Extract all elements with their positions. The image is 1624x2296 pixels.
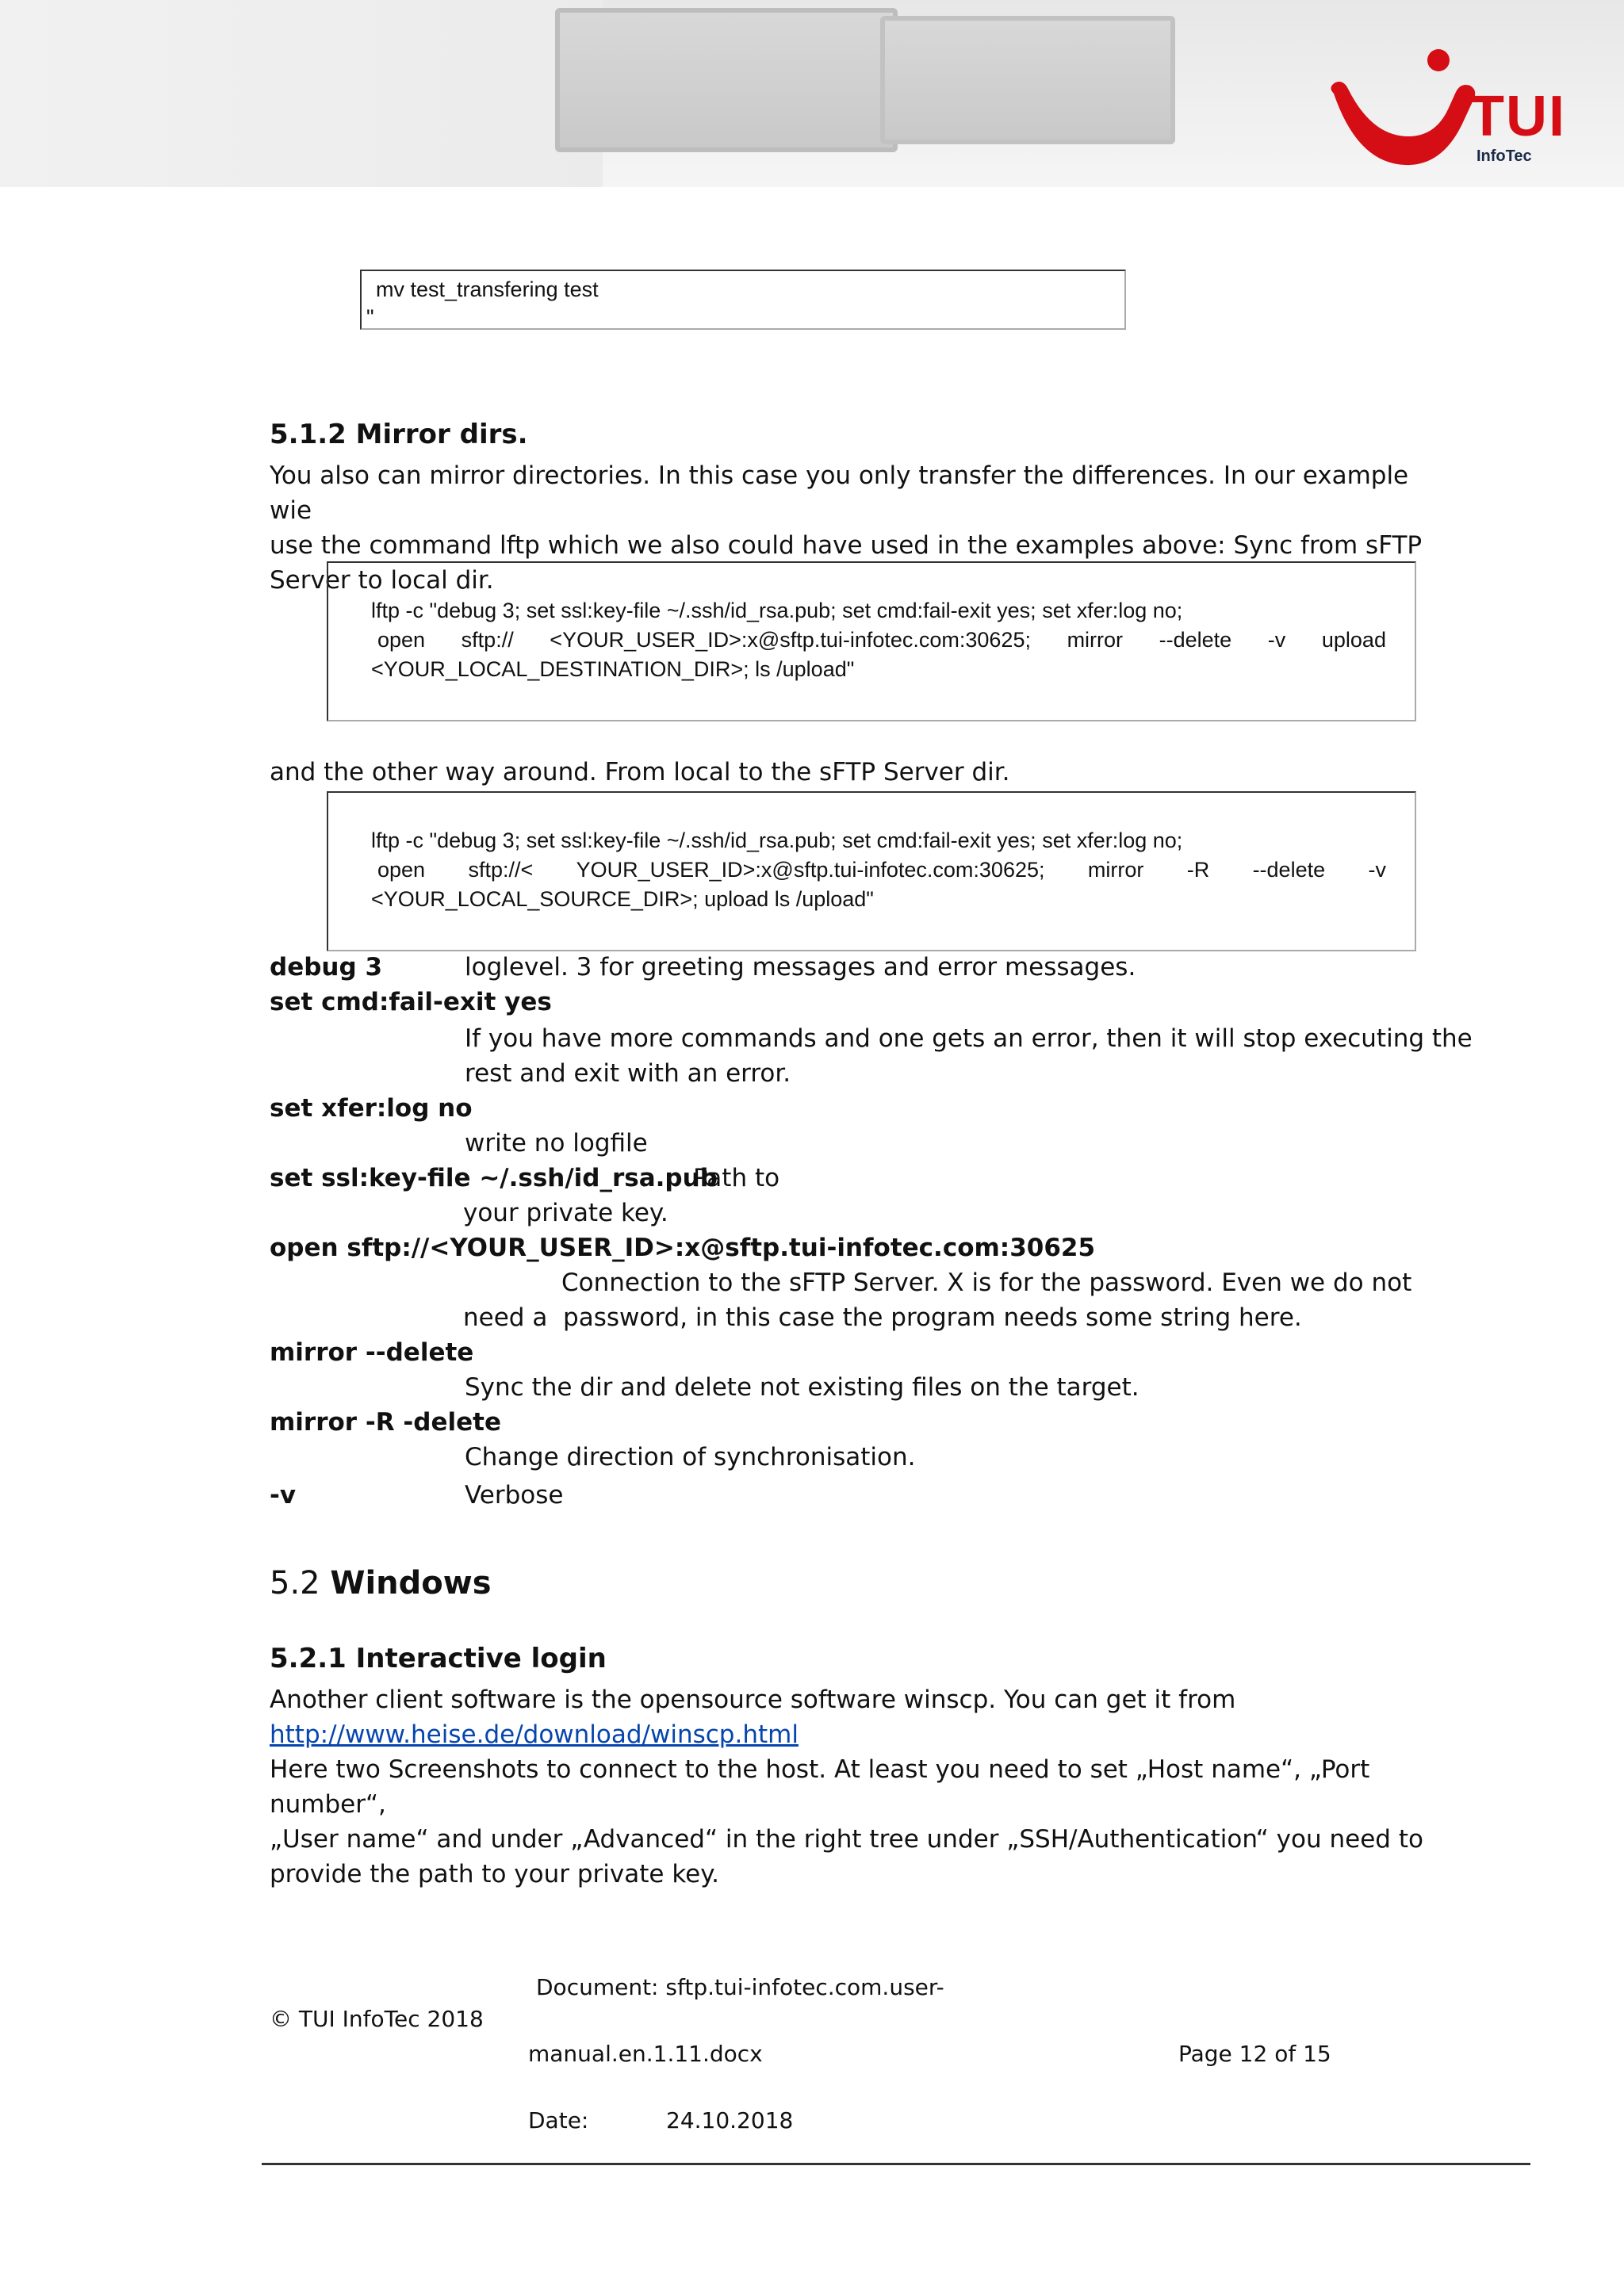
- code-token: sftp://: [461, 628, 514, 652]
- def-desc-debug: loglevel. 3 for greeting messages and error messages.: [465, 953, 1136, 982]
- winscp-paragraph: [270, 1682, 1427, 1892]
- def-term-mirror-delete: mirror --delete: [270, 1338, 474, 1367]
- code-token: open: [377, 858, 426, 882]
- code-line: <YOUR_LOCAL_DESTINATION_DIR>; ls /upload": [371, 657, 855, 681]
- def-desc-open-sftp: Connection to the sFTP Server. X is for the password. Even we do not: [561, 1269, 1412, 1297]
- text-line: Another client software is the opensource software winscp. You can get it from: [270, 1686, 1236, 1714]
- section-heading-interactive-login: 5.2.1 Interactive login: [270, 1643, 607, 1674]
- header-photo-port: [555, 8, 898, 152]
- code-token: <YOUR_USER_ID>:x@sftp.tui-infotec.com:30625;: [550, 628, 1031, 652]
- def-desc-fail-exit: If you have more commands and one gets an error, then it will stop executing the: [465, 1024, 1473, 1053]
- code-line: ": [366, 305, 374, 329]
- def-term-debug: debug 3: [270, 953, 383, 982]
- section-heading-windows: [270, 1565, 492, 1601]
- def-desc-verbose: Verbose: [465, 1481, 564, 1510]
- def-term-verbose: -v: [270, 1481, 297, 1510]
- footer-date-label: Date:: [528, 2107, 589, 2133]
- code-token: --delete: [1252, 858, 1326, 882]
- text-line: Here two Screenshots to connect to the host. At least you need to set „Host name“, „Port number“,: [270, 1755, 1370, 1819]
- code-box-mv: [360, 270, 1126, 330]
- code-line-justified: [371, 626, 1386, 655]
- brand-subtitle: InfoTec: [1477, 147, 1532, 165]
- def-term-xfer-log: set xfer:log no: [270, 1094, 473, 1123]
- section-title: Windows: [330, 1565, 492, 1601]
- footer-copyright: © TUI InfoTec 2018: [270, 2006, 484, 2032]
- def-desc-mirror-reverse: Change direction of synchronisation.: [465, 1443, 916, 1471]
- code-token: -v: [1368, 858, 1386, 882]
- winscp-download-link[interactable]: http://www.heise.de/download/winscp.html: [270, 1720, 799, 1749]
- text-line: Server to local dir.: [270, 566, 494, 595]
- text-line: provide the path to your private key.: [270, 1860, 720, 1888]
- code-line: <YOUR_LOCAL_SOURCE_DIR>; upload ls /upload": [371, 887, 874, 911]
- def-term-mirror-reverse: mirror -R -delete: [270, 1408, 501, 1437]
- def-desc-ssl-key: Path to: [693, 1164, 780, 1192]
- footer-divider: [262, 2163, 1530, 2165]
- code-token: -v: [1267, 628, 1286, 652]
- code-token: sftp://<: [468, 858, 534, 882]
- footer-document-name: Document: sftp.tui-infotec.com.user-: [536, 1974, 944, 2000]
- def-desc-mirror-delete: Sync the dir and delete not existing files on the target.: [465, 1373, 1139, 1402]
- code-box-mirror-download: [327, 561, 1416, 721]
- code-token: open: [377, 628, 426, 652]
- def-term-ssl-key: set ssl:key-file ~/.ssh/id_rsa.pub: [270, 1164, 718, 1192]
- def-desc-fail-exit: rest and exit with an error.: [465, 1059, 791, 1088]
- def-term-open-sftp: open sftp://<YOUR_USER_ID>:x@sftp.tui-infotec.com:30625: [270, 1234, 1096, 1262]
- def-term-fail-exit: set cmd:fail-exit yes: [270, 988, 552, 1016]
- text-line: You also can mirror directories. In this case you only transfer the differences. In our example wie: [270, 461, 1409, 525]
- code-token: -R: [1186, 858, 1210, 882]
- def-desc-open-sftp: need a password, in this case the program needs some string here.: [463, 1303, 1302, 1332]
- header-shade: [0, 0, 603, 187]
- text-line: „User name“ and under „Advanced“ in the right tree under „SSH/Authentication“ you need to: [270, 1825, 1423, 1854]
- def-desc-ssl-key: your private key.: [463, 1199, 668, 1227]
- code-token: mirror: [1067, 628, 1124, 652]
- header-photo-port: [880, 16, 1175, 144]
- code-line: mv test_transfering test: [376, 277, 599, 301]
- def-desc-xfer-log: write no logfile: [465, 1129, 648, 1158]
- section-heading-mirror-dirs: 5.1.2 Mirror dirs.: [270, 419, 528, 450]
- reverse-direction-sentence: and the other way around. From local to the sFTP Server dir.: [270, 758, 1010, 786]
- footer-document-name: manual.en.1.11.docx: [528, 2041, 763, 2067]
- code-token: upload: [1321, 628, 1386, 652]
- footer-date-value: 24.10.2018: [666, 2107, 794, 2133]
- code-token: --delete: [1159, 628, 1232, 652]
- section-number: 5.2: [270, 1565, 320, 1601]
- text-line: use the command lftp which we also could have used in the examples above: Sync from sFTP: [270, 531, 1423, 560]
- code-box-mirror-upload: [327, 791, 1416, 951]
- code-line-justified: [371, 855, 1386, 885]
- code-line: lftp -c "debug 3; set ssl:key-file ~/.ssh/id_rsa.pub; set cmd:fail-exit yes; set xfer:log no;: [371, 828, 1183, 852]
- brand-logo-text: TUI: [1469, 85, 1566, 148]
- code-token: mirror: [1087, 858, 1144, 882]
- code-line: lftp -c "debug 3; set ssl:key-file ~/.ssh/id_rsa.pub; set cmd:fail-exit yes; set xfer:log no;: [371, 599, 1183, 622]
- code-token: YOUR_USER_ID>:x@sftp.tui-infotec.com:30625;: [576, 858, 1045, 882]
- footer-page-number: Page 12 of 15: [1178, 2041, 1331, 2067]
